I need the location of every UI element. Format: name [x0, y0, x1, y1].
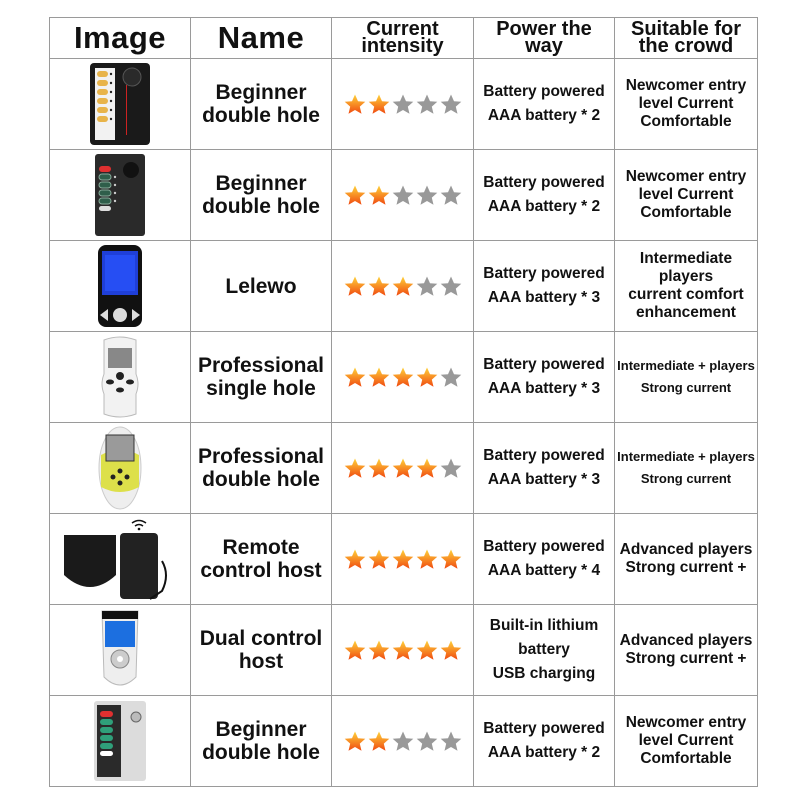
- silver-device-green-buttons-icon: [50, 697, 190, 785]
- device-image-cell: [50, 423, 191, 514]
- device-image-cell: [50, 514, 191, 605]
- crowd-line: Strong current: [640, 380, 732, 395]
- star-filled-icon: [343, 457, 367, 479]
- star-filled-icon: [343, 730, 367, 752]
- crowd-line: Newcomer entry: [625, 77, 747, 94]
- power-line: Battery powered: [483, 174, 605, 191]
- star-filled-icon: [367, 457, 391, 479]
- header-row: [50, 18, 758, 59]
- crowd-line: Intermediate + players: [617, 358, 755, 373]
- power-line: AAA battery * 2: [487, 107, 601, 124]
- table-row: [50, 696, 758, 787]
- intensity-rating: [332, 332, 474, 423]
- black-lcd-device-icon: [50, 242, 190, 330]
- power-line: AAA battery * 3: [487, 471, 601, 488]
- crowd-line: Comfortable: [640, 204, 732, 221]
- crowd-line: Strong current +: [625, 650, 747, 667]
- power-source: [474, 514, 615, 605]
- crowd-line: current comfort: [628, 286, 744, 303]
- crowd-line: Intermediate + players: [617, 449, 755, 464]
- star-filled-icon: [367, 93, 391, 115]
- star-filled-icon: [391, 366, 415, 388]
- star-empty-icon: [391, 730, 415, 752]
- star-filled-icon: [391, 275, 415, 297]
- device-image-cell: [50, 332, 191, 423]
- crowd-line: enhancement: [636, 304, 736, 321]
- star-filled-icon: [367, 275, 391, 297]
- star-filled-icon: [367, 730, 391, 752]
- header-name: Name: [191, 18, 332, 59]
- power-line: AAA battery * 4: [487, 562, 601, 579]
- target-crowd: [615, 332, 758, 423]
- device-image-cell: [50, 150, 191, 241]
- table-row: [50, 423, 758, 514]
- star-filled-icon: [415, 548, 439, 570]
- power-line: Battery powered: [483, 356, 605, 373]
- star-filled-icon: [343, 93, 367, 115]
- star-empty-icon: [391, 93, 415, 115]
- target-crowd: [615, 150, 758, 241]
- power-source: [474, 332, 615, 423]
- star-filled-icon: [391, 548, 415, 570]
- star-empty-icon: [415, 730, 439, 752]
- intensity-rating: [332, 59, 474, 150]
- target-crowd: [615, 696, 758, 787]
- power-source: [474, 605, 615, 696]
- target-crowd: [615, 59, 758, 150]
- power-line: AAA battery * 2: [487, 198, 601, 215]
- target-crowd: [615, 423, 758, 514]
- black-device-gold-buttons-icon: [50, 60, 190, 148]
- star-filled-icon: [367, 548, 391, 570]
- intensity-rating: [332, 150, 474, 241]
- intensity-rating: [332, 423, 474, 514]
- power-line: battery: [518, 641, 570, 658]
- star-filled-icon: [343, 275, 367, 297]
- device-name: Remote control host: [191, 514, 332, 605]
- power-line: AAA battery * 2: [487, 744, 601, 761]
- device-name: Dual control host: [191, 605, 332, 696]
- black-device-green-buttons-icon: [50, 151, 190, 239]
- star-filled-icon: [343, 184, 367, 206]
- power-source: [474, 241, 615, 332]
- target-crowd: [615, 605, 758, 696]
- device-name: Beginner double hole: [191, 150, 332, 241]
- star-empty-icon: [439, 184, 463, 206]
- star-empty-icon: [439, 730, 463, 752]
- star-filled-icon: [343, 548, 367, 570]
- power-line: Battery powered: [483, 265, 605, 282]
- star-filled-icon: [343, 366, 367, 388]
- device-name: Beginner double hole: [191, 59, 332, 150]
- star-empty-icon: [415, 275, 439, 297]
- intensity-rating: [332, 514, 474, 605]
- star-filled-icon: [415, 639, 439, 661]
- crowd-line: Intermediate players: [639, 250, 733, 285]
- star-filled-icon: [439, 548, 463, 570]
- intensity-rating: [332, 605, 474, 696]
- crowd-line: level Current: [638, 186, 734, 203]
- device-name: Professional double hole: [191, 423, 332, 514]
- power-line: Battery powered: [483, 447, 605, 464]
- star-filled-icon: [415, 366, 439, 388]
- device-name: Beginner double hole: [191, 696, 332, 787]
- header-intensity: Current intensity: [332, 18, 474, 59]
- crowd-line: level Current: [638, 732, 734, 749]
- star-empty-icon: [415, 93, 439, 115]
- device-image-cell: [50, 605, 191, 696]
- table-row: [50, 605, 758, 696]
- crowd-line: level Current: [638, 95, 734, 112]
- table-row: [50, 332, 758, 423]
- crowd-line: Newcomer entry: [625, 168, 747, 185]
- device-image-cell: [50, 241, 191, 332]
- power-line: Battery powered: [483, 720, 605, 737]
- power-source: [474, 59, 615, 150]
- crowd-line: Comfortable: [640, 750, 732, 767]
- star-empty-icon: [439, 366, 463, 388]
- comparison-table: [49, 17, 758, 787]
- star-filled-icon: [391, 639, 415, 661]
- crowd-line: Comfortable: [640, 113, 732, 130]
- star-filled-icon: [367, 366, 391, 388]
- star-empty-icon: [439, 93, 463, 115]
- power-line: Battery powered: [483, 538, 605, 555]
- crowd-line: Strong current +: [625, 559, 747, 576]
- power-source: [474, 150, 615, 241]
- star-empty-icon: [415, 184, 439, 206]
- device-image-cell: [50, 696, 191, 787]
- intensity-rating: [332, 241, 474, 332]
- power-source: [474, 423, 615, 514]
- power-line: Battery powered: [483, 83, 605, 100]
- yellow-tens-device-icon: [50, 424, 190, 512]
- star-empty-icon: [439, 457, 463, 479]
- power-line: AAA battery * 3: [487, 380, 601, 397]
- device-name: Professional single hole: [191, 332, 332, 423]
- star-empty-icon: [439, 275, 463, 297]
- header-power: Power the way: [474, 18, 615, 59]
- target-crowd: [615, 241, 758, 332]
- table-row: [50, 514, 758, 605]
- target-crowd: [615, 514, 758, 605]
- crowd-line: Newcomer entry: [625, 714, 747, 731]
- crowd-line: Advanced players: [619, 632, 753, 649]
- star-filled-icon: [367, 639, 391, 661]
- star-filled-icon: [391, 457, 415, 479]
- device-name: Lelewo: [191, 241, 332, 332]
- table-row: [50, 241, 758, 332]
- header-image: Image: [50, 18, 191, 59]
- header-crowd: Suitable for the crowd: [615, 18, 758, 59]
- power-source: [474, 696, 615, 787]
- dual-control-host-icon: [50, 606, 190, 694]
- power-line: AAA battery * 3: [487, 289, 601, 306]
- table-row: [50, 150, 758, 241]
- star-filled-icon: [415, 457, 439, 479]
- crowd-line: Strong current: [640, 471, 732, 486]
- star-filled-icon: [439, 639, 463, 661]
- device-image-cell: [50, 59, 191, 150]
- power-line: USB charging: [492, 665, 596, 682]
- white-tens-device-icon: [50, 333, 190, 421]
- star-filled-icon: [367, 184, 391, 206]
- star-filled-icon: [343, 639, 367, 661]
- power-line: Built-in lithium: [489, 617, 599, 634]
- crowd-line: Advanced players: [619, 541, 753, 558]
- remote-control-host-icon: [50, 515, 190, 603]
- table-row: [50, 59, 758, 150]
- intensity-rating: [332, 696, 474, 787]
- star-empty-icon: [391, 184, 415, 206]
